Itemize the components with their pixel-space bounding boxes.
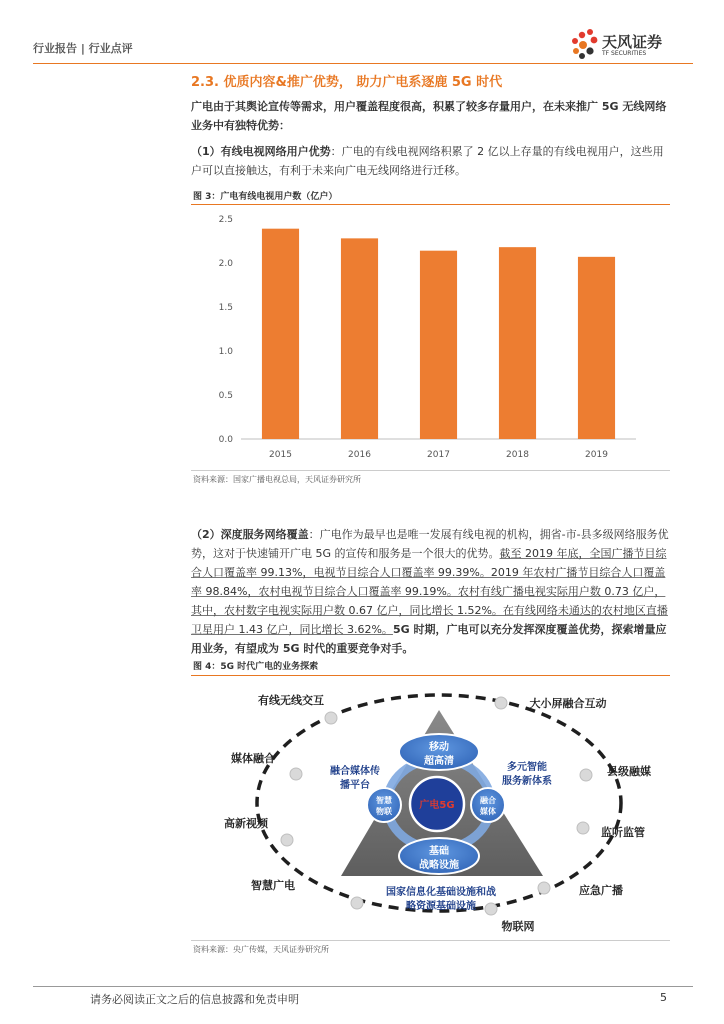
figure4-caption: 图 4：5G 时代广电的业务探索 <box>193 662 319 672</box>
point2-text-a: ：广电作为最早也是唯一发展有线电视的机构，拥省-市-县多级网络服务优势，这对于快速铺开广电 5G 的宣传和服务是一个很大的优势。 <box>191 528 669 560</box>
bottom-pill-label-2: 战略设施 <box>419 860 459 871</box>
footer-divider <box>33 986 693 987</box>
y-tick-label: 1.5 <box>218 303 233 313</box>
right-side-text-2: 服务新体系 <box>502 776 552 787</box>
bar-chart <box>191 205 670 467</box>
section-title: 2.3. 优质内容&推广优势， 助力广电系逐鹿 5G 时代 <box>191 75 503 90</box>
left-circle-label-1: 智慧 <box>376 796 392 805</box>
bottom-text-1: 国家信息化基础设施和战 <box>386 887 496 898</box>
outer-label-right-3: 应急广播 <box>579 884 623 897</box>
y-tick-label: 2.0 <box>218 259 233 269</box>
top-pill-label-2: 超高清 <box>424 756 454 767</box>
point2-paragraph <box>191 525 671 658</box>
bar-2019 <box>578 257 615 439</box>
footer-disclaimer: 请务必阅读正文之后的信息披露和免责申明 <box>90 993 299 1006</box>
page-number: 5 <box>660 991 667 1004</box>
intro-paragraph: 广电由于其舆论宣传等需求，用户覆盖程度很高，积累了较多存量用户，在未来推广 5G 无线网络业务中有独特优势： <box>191 100 667 132</box>
bottom-text-2: 略资源基础设施 <box>406 901 476 912</box>
right-circle-label-1: 融合 <box>480 796 496 805</box>
point2-text-b: 截至 2019 年底，全国广播节目综合人口覆盖率 99.13%，电视节目综合人口覆盖率 99.39%。2019 年农村广播节目综合人口覆盖率 98.84%，农村电视节目综合人口覆盖率 99.19%。农村有线广播电视实际用户数 0.73 亿户，其中，农村数字电视实际用户数 0.67 亿户，同比增长 1.52%。在有线网络未通达的农村地区直播卫星用户 1.43 亿户，同比增长 3.62%。 <box>191 547 668 636</box>
y-tick-label: 2.5 <box>218 215 233 225</box>
logo-subtext: TF SECURITIES <box>602 50 647 57</box>
x-tick-label: 2017 <box>427 450 450 460</box>
figure4-bottom-rule <box>191 940 670 941</box>
logo-text: 天风证券 <box>602 33 663 51</box>
x-tick-label: 2015 <box>269 450 292 460</box>
outer-label-right-2: 监听监管 <box>601 826 645 839</box>
header-breadcrumb: 行业报告 | 行业点评 <box>33 42 133 55</box>
outer-label-left-2: 高新视频 <box>224 817 268 830</box>
figure3-bottom-rule <box>191 470 670 471</box>
left-circle-label-2: 物联 <box>376 807 392 816</box>
y-tick-label: 1.0 <box>218 347 233 357</box>
left-side-text-2: 播平台 <box>340 780 370 791</box>
outer-label-top-right: 大小屏融合互动 <box>529 697 607 710</box>
business-diagram <box>191 676 670 938</box>
outer-label-right-1: 县级融媒 <box>607 765 651 778</box>
outer-label-left-3: 智慧广电 <box>251 879 295 892</box>
outer-label-top-left: 有线无线交互 <box>258 694 324 707</box>
x-tick-label: 2016 <box>348 450 371 460</box>
figure3-source: 资料来源：国家广播电视总局，天风证券研究所 <box>193 475 361 484</box>
right-small-circle <box>471 788 505 822</box>
bottom-pill-label-1: 基础 <box>429 846 449 857</box>
x-tick-label: 2019 <box>585 450 608 460</box>
point1-heading: （1）有线电视网络用户优势 <box>191 145 331 158</box>
figure3-caption: 图 3：广电有线电视用户数（亿户） <box>193 192 338 202</box>
point2-text-c: 5G 时期，广电可以充分发挥深度覆盖优势，探索增量应用业务，有望成为 5G 时代的重要竞争对手。 <box>191 623 667 655</box>
right-side-text-1: 多元智能 <box>507 762 547 773</box>
point2-heading: （2）深度服务网络覆盖 <box>191 528 309 541</box>
x-tick-label: 2018 <box>506 450 529 460</box>
outer-label-bottom: 物联网 <box>501 920 535 933</box>
top-pill-label-1: 移动 <box>429 742 449 753</box>
right-circle-label-2: 媒体 <box>480 807 496 816</box>
point1-text: ：广电的有线电视网络积累了 2 亿以上存量的有线电视用户，这些用户可以直接触达，有利于未来向广电无线网络进行迁移。 <box>191 145 664 177</box>
bar-2015 <box>262 229 299 439</box>
left-side-text-1: 融合媒体传 <box>330 766 380 777</box>
bar-2016 <box>341 238 378 439</box>
point1-paragraph <box>191 142 671 180</box>
figure4-source: 资料来源：央广传媒，天风证券研究所 <box>193 945 329 954</box>
left-small-circle <box>367 788 401 822</box>
header-divider <box>33 63 693 64</box>
center-label: 广电5G <box>419 800 455 811</box>
y-tick-label: 0.5 <box>218 391 233 401</box>
y-tick-label: 0.0 <box>218 435 233 445</box>
bar-2018 <box>499 247 536 439</box>
bar-2017 <box>420 251 457 439</box>
outer-label-left-1: 媒体融合 <box>231 752 275 765</box>
